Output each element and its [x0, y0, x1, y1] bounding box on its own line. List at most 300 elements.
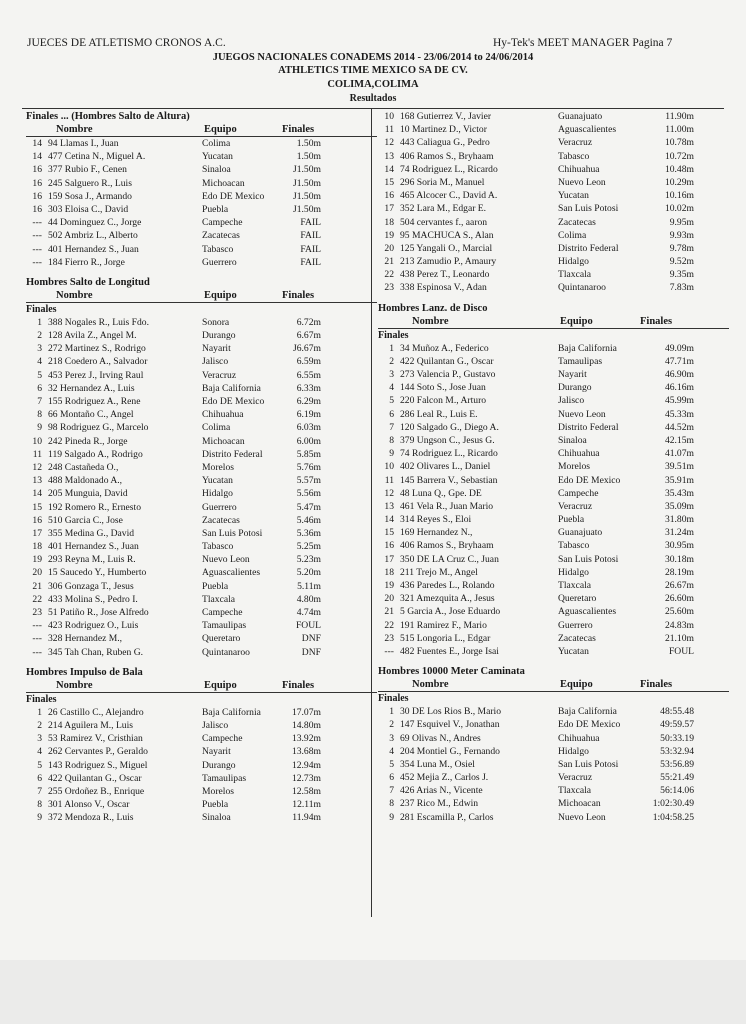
result-row: [378, 605, 723, 618]
result-row: [378, 229, 723, 242]
result-team: Edo DE Mexico: [558, 474, 621, 486]
result-row: [26, 785, 371, 798]
result-place: 1: [389, 342, 394, 354]
result-athlete: 32 Hernandez A., Luis: [48, 382, 135, 394]
result-athlete: 69 Olivas N., Andres: [400, 732, 481, 744]
column-header: [26, 679, 377, 693]
result-row: [26, 355, 371, 368]
result-athlete: 147 Esquivel V., Jonathan: [400, 719, 500, 731]
result-row: [378, 619, 723, 632]
result-athlete: 159 Sosa J., Armando: [48, 190, 132, 202]
result-row: [378, 176, 723, 189]
result-athlete: 338 Espinosa V., Adan: [400, 282, 487, 294]
result-place: 12: [32, 461, 42, 473]
result-team: Tlaxcala: [558, 785, 592, 797]
result-team: Colima: [558, 229, 587, 241]
result-row: [26, 540, 371, 553]
result-mark: FOUL: [295, 620, 321, 632]
result-row: [378, 474, 723, 487]
result-team: Sinaloa: [202, 164, 231, 176]
result-mark: 6.67m: [296, 330, 321, 342]
result-team: Tabasco: [202, 541, 234, 553]
result-mark: 55:21.49: [660, 772, 694, 784]
result-athlete: 388 Nogales R., Luis Fdo.: [48, 316, 150, 328]
result-row: [378, 123, 723, 136]
result-place: 8: [37, 409, 42, 421]
result-row: [378, 368, 723, 381]
result-mark: 24.83m: [664, 619, 694, 631]
result-mark: 49.09m: [664, 342, 694, 354]
result-mark: 10.48m: [664, 163, 694, 175]
result-athlete: 273 Valencia P., Gustavo: [400, 369, 496, 380]
result-row: [26, 553, 371, 566]
result-row: [26, 190, 371, 203]
result-athlete: 5 Garcia A., Jose Eduardo: [400, 606, 501, 618]
result-team: San Luis Potosi: [558, 553, 619, 565]
result-athlete: 350 DE LA Cruz C., Juan: [400, 553, 499, 565]
result-athlete: 30 DE Los Rios B., Mario: [400, 706, 502, 718]
result-row: [26, 719, 371, 732]
result-athlete: 438 Perez T., Leonardo: [400, 269, 490, 281]
result-row: [26, 527, 371, 540]
result-athlete: 144 Soto S., Jose Juan: [400, 382, 486, 394]
result-athlete: 352 Lara M., Edgar E.: [400, 203, 487, 215]
result-athlete: 377 Rubio F., Cenen: [48, 164, 127, 176]
column-header-team: Equipo: [560, 679, 593, 691]
result-place: 14: [32, 151, 42, 163]
result-row: [378, 163, 723, 176]
result-athlete: 128 Avila Z., Angel M.: [48, 330, 137, 342]
result-mark: 39.51m: [664, 461, 694, 473]
result-team: Yucatan: [202, 475, 233, 487]
column-header: [26, 289, 377, 303]
result-athlete: 482 Fuentes E., Jorge Isai: [400, 645, 499, 657]
result-team: Veracruz: [558, 137, 593, 149]
result-place: 14: [384, 163, 394, 175]
result-team: Durango: [558, 382, 592, 394]
result-team: Baja California: [558, 706, 617, 718]
result-team: Puebla: [202, 580, 229, 592]
result-athlete: 66 Montaño C., Angel: [48, 409, 134, 421]
result-row: [26, 448, 371, 461]
result-team: Nayarit: [202, 746, 231, 758]
result-athlete: 422 Quilantan G., Oscar: [400, 355, 494, 367]
result-place: 16: [384, 190, 394, 202]
result-team: San Luis Potosi: [558, 758, 619, 770]
result-team: Nayarit: [202, 343, 231, 355]
result-athlete: 191 Ramirez F., Mario: [400, 619, 487, 631]
result-row: [26, 619, 371, 632]
column-header-mark: Finales: [640, 679, 673, 691]
result-athlete: 10 Martinez D., Victor: [400, 124, 487, 136]
result-athlete: 433 Molina S., Pedro I.: [48, 593, 138, 605]
column-header-mark: Finales: [282, 124, 315, 135]
result-row: [378, 797, 723, 810]
result-athlete: 461 Vela R., Juan Mario: [400, 500, 494, 512]
result-row: [26, 408, 371, 421]
meet-title: JUEGOS NACIONALES CONADEMS 2014 - 23/06/2014 to 24/06/2014: [212, 52, 534, 63]
section-gap: [378, 658, 723, 665]
result-row: [26, 811, 371, 824]
result-mark: J6.67m: [293, 343, 321, 355]
result-athlete: 192 Romero R., Ernesto: [48, 501, 141, 513]
result-mark: 47.71m: [664, 355, 694, 367]
result-athlete: 406 Ramos S., Bryhaam: [400, 150, 494, 162]
event-title: Finales ... (Hombres Salto de Altura): [26, 111, 190, 122]
result-mark: 35.09m: [664, 500, 694, 512]
result-athlete: 354 Luna M., Osiel: [400, 758, 475, 770]
result-row: [378, 460, 723, 473]
column-header-name: Nombre: [412, 679, 449, 691]
result-mark: 5.20m: [296, 567, 321, 579]
result-athlete: 301 Alonso V., Oscar: [48, 799, 130, 811]
result-mark: 49:59.57: [660, 719, 694, 731]
result-row: [26, 395, 371, 408]
result-athlete: 293 Reyna M., Luis R.: [48, 554, 136, 566]
result-mark: 9.52m: [669, 256, 694, 268]
result-row: [378, 136, 723, 149]
results-heading: Resultados: [349, 93, 397, 104]
result-mark: 6.29m: [296, 396, 321, 407]
result-place: ---: [32, 230, 42, 242]
result-place: 5: [37, 759, 42, 771]
result-mark: 45.99m: [664, 395, 694, 407]
result-row: [378, 784, 723, 797]
result-place: 17: [384, 553, 394, 565]
result-team: Hidalgo: [558, 256, 589, 268]
result-row: [378, 342, 723, 355]
result-athlete: 169 Hernandez N.,: [400, 527, 473, 539]
result-place: 8: [37, 799, 42, 811]
column-header-name: Nombre: [56, 124, 93, 135]
result-team: Jalisco: [202, 356, 229, 368]
result-athlete: 95 MACHUCA S., Alan: [400, 229, 494, 241]
result-place: 17: [32, 527, 42, 539]
result-athlete: 15 Saucedo Y., Humberto: [48, 567, 147, 579]
result-mark: DNF: [301, 646, 321, 658]
header-divider: [22, 108, 724, 109]
event-title: Hombres Impulso de Bala: [26, 666, 143, 678]
result-team: Tlaxcala: [202, 593, 236, 605]
result-row: [378, 500, 723, 513]
result-athlete: 245 Salguero R., Luis: [48, 177, 132, 189]
result-mark: J1.50m: [293, 164, 321, 176]
result-team: Durango: [202, 330, 236, 342]
result-row: [378, 592, 723, 605]
result-athlete: 44 Dominguez C., Jorge: [48, 217, 142, 229]
result-mark: 46.16m: [664, 382, 694, 394]
result-mark: 6.72m: [296, 316, 321, 328]
result-row: [26, 137, 371, 150]
result-place: 1: [37, 316, 42, 328]
result-athlete: 465 Alcocer C., David A.: [400, 190, 498, 202]
result-row: [26, 461, 371, 474]
result-place: 14: [384, 514, 394, 526]
result-team: Morelos: [202, 785, 234, 797]
result-mark: 26.60m: [664, 593, 694, 605]
result-place: 2: [389, 719, 394, 731]
result-mark: 28.19m: [664, 566, 694, 578]
result-athlete: 423 Rodriguez O., Luis: [48, 620, 139, 632]
result-mark: 50:33.19: [660, 732, 694, 744]
result-team: Chihuahua: [202, 409, 244, 421]
result-athlete: 328 Hernandez M.,: [48, 633, 123, 645]
result-athlete: 488 Maldonado A.,: [48, 475, 123, 487]
result-mark: 5.11m: [297, 580, 321, 592]
result-row: [26, 580, 371, 593]
result-row: [378, 216, 723, 229]
result-athlete: 355 Medina G., David: [48, 527, 135, 539]
result-athlete: 379 Ungson C., Jesus G.: [400, 434, 495, 446]
result-place: 21: [384, 606, 394, 618]
result-team: Aguascalientes: [558, 124, 617, 136]
result-team: Nuevo Leon: [558, 176, 606, 188]
result-athlete: 168 Gutierrez V., Javier: [400, 111, 492, 122]
result-place: 22: [384, 269, 394, 281]
result-mark: 30.95m: [664, 540, 694, 552]
result-place: 7: [37, 785, 42, 797]
result-row: [26, 203, 371, 216]
result-row: [26, 501, 371, 514]
result-mark: 31.24m: [664, 527, 694, 539]
result-mark: 1:02:30.49: [652, 798, 694, 810]
finales-label: Finales: [26, 693, 57, 705]
result-row: [378, 487, 723, 500]
result-mark: 5.25m: [296, 541, 321, 553]
result-athlete: 306 Gonzaga T., Jesus: [48, 580, 134, 592]
result-place: 1: [389, 706, 394, 718]
result-place: 16: [32, 177, 42, 189]
result-place: 11: [32, 448, 42, 460]
result-row: [26, 342, 371, 355]
result-mark: 5.57m: [296, 475, 321, 487]
result-team: Veracruz: [558, 772, 593, 784]
result-team: Yucatan: [558, 190, 589, 202]
right-column: [378, 110, 723, 824]
result-mark: 1.50m: [296, 138, 321, 149]
result-mark: 44.52m: [664, 421, 694, 433]
result-row: [26, 177, 371, 190]
result-athlete: 220 Falcon M., Arturo: [400, 395, 487, 407]
result-mark: 46.90m: [664, 369, 694, 380]
result-team: Chihuahua: [558, 732, 600, 744]
page-bottom-shade: [0, 960, 746, 1024]
result-athlete: 426 Arias N., Vicente: [400, 785, 483, 797]
result-athlete: 477 Cetina N., Miguel A.: [48, 151, 146, 163]
result-mark: 5.23m: [296, 554, 321, 566]
result-row: [26, 474, 371, 487]
result-athlete: 155 Rodriguez A., Rene: [48, 396, 141, 407]
result-place: 1: [37, 706, 42, 718]
result-place: 13: [384, 150, 394, 162]
result-place: 7: [389, 785, 394, 797]
result-row: [26, 745, 371, 758]
result-place: 3: [37, 733, 42, 745]
result-athlete: 48 Luna Q., Gpe. DE: [400, 487, 482, 499]
result-team: Morelos: [558, 461, 590, 473]
result-team: Baja California: [202, 382, 261, 394]
result-row: [378, 718, 723, 731]
result-mark: 12.58m: [291, 785, 321, 797]
result-team: Hidalgo: [558, 745, 589, 757]
result-athlete: 184 Fierro R., Jorge: [48, 256, 125, 268]
result-place: 7: [389, 421, 394, 433]
result-athlete: 502 Ambriz L., Alberto: [48, 230, 138, 242]
result-row: [26, 732, 371, 745]
result-team: Colima: [202, 422, 231, 434]
result-team: Sinaloa: [558, 434, 587, 446]
section-gap: [26, 659, 371, 666]
result-place: 8: [389, 798, 394, 810]
result-mark: 4.80m: [296, 593, 321, 605]
result-mark: 35.43m: [664, 487, 694, 499]
result-place: 11: [384, 474, 394, 486]
result-team: Jalisco: [202, 719, 229, 731]
result-team: Michoacan: [202, 435, 245, 447]
result-mark: 9.93m: [669, 229, 694, 241]
result-athlete: 145 Barrera V., Sebastian: [400, 474, 498, 486]
result-row: [378, 579, 723, 592]
column-header: [26, 123, 377, 137]
result-row: [26, 369, 371, 382]
result-team: Guanajuato: [558, 111, 603, 122]
result-team: Michoacan: [558, 798, 601, 810]
result-place: 16: [384, 540, 394, 552]
result-mark: DNF: [301, 633, 321, 645]
result-athlete: 406 Ramos S., Bryhaam: [400, 540, 494, 552]
result-row: [26, 772, 371, 785]
result-team: Tamaulipas: [202, 772, 247, 784]
result-row: [26, 229, 371, 242]
event-title: Hombres 10000 Meter Caminata: [378, 666, 525, 678]
result-row: [26, 256, 371, 269]
result-athlete: 120 Salgado G., Diego A.: [400, 421, 499, 433]
finales-label: Finales: [378, 693, 409, 705]
result-place: 6: [389, 408, 394, 420]
result-mark: 5.56m: [296, 488, 321, 500]
result-row: [378, 421, 723, 434]
result-place: 18: [384, 216, 394, 228]
result-athlete: 218 Coedero A., Salvador: [48, 356, 148, 368]
result-row: [378, 242, 723, 255]
result-place: 3: [389, 732, 394, 744]
result-team: Morelos: [202, 461, 234, 473]
result-mark: FAIL: [300, 230, 321, 242]
result-mark: 12.94m: [291, 759, 321, 771]
result-place: 13: [384, 500, 394, 512]
result-row: [26, 514, 371, 527]
result-athlete: 436 Paredes L., Rolando: [400, 580, 495, 591]
result-place: 17: [384, 203, 394, 215]
result-team: Tlaxcala: [558, 269, 592, 281]
result-athlete: 372 Mendoza R., Luis: [48, 812, 134, 824]
result-team: Zacatecas: [558, 632, 596, 644]
result-athlete: 452 Mejia Z., Carlos J.: [400, 772, 489, 784]
result-athlete: 296 Soria M., Manuel: [400, 176, 485, 188]
result-mark: 6.33m: [296, 382, 321, 394]
result-row: [378, 745, 723, 758]
result-mark: 9.95m: [669, 216, 694, 228]
result-place: ---: [32, 633, 42, 645]
result-team: Guerrero: [558, 619, 593, 631]
result-team: Hidalgo: [558, 566, 589, 578]
result-place: 3: [389, 369, 394, 380]
result-athlete: 242 Pineda R., Jorge: [48, 435, 128, 447]
result-athlete: 402 Olivares L., Daniel: [400, 461, 491, 473]
result-row: [378, 189, 723, 202]
result-row: [378, 150, 723, 163]
result-team: Edo DE Mexico: [202, 190, 265, 202]
result-team: Distrito Federal: [202, 448, 263, 460]
result-athlete: 515 Longoria L., Edgar: [400, 632, 491, 644]
result-team: Queretaro: [558, 593, 597, 605]
result-team: San Luis Potosi: [202, 527, 263, 539]
result-team: Veracruz: [202, 369, 237, 381]
result-mark: 11.90m: [665, 111, 694, 122]
column-header: [378, 678, 729, 692]
result-row: [378, 526, 723, 539]
result-athlete: 205 Munguia, David: [48, 488, 128, 500]
result-place: 5: [389, 395, 394, 407]
result-team: Guerrero: [202, 501, 237, 513]
result-team: Puebla: [202, 799, 229, 811]
result-row: [378, 381, 723, 394]
result-row: [26, 150, 371, 163]
result-row: [378, 566, 723, 579]
result-row: [378, 202, 723, 215]
result-team: Baja California: [202, 706, 261, 718]
result-team: San Luis Potosi: [558, 203, 619, 215]
result-athlete: 211 Trejo M., Angel: [400, 566, 478, 578]
result-row: [378, 553, 723, 566]
result-mark: 6.55m: [296, 369, 321, 381]
result-row: [378, 758, 723, 771]
result-team: Campeche: [202, 733, 243, 745]
result-place: 6: [37, 382, 42, 394]
result-row: [378, 811, 723, 824]
result-team: Yucatan: [558, 645, 589, 657]
result-team: Tamaulipas: [202, 620, 247, 632]
result-mark: 25.60m: [664, 606, 694, 618]
result-place: ---: [32, 243, 42, 255]
result-mark: J1.50m: [293, 190, 321, 202]
event-title: Hombres Lanz. de Disco: [378, 302, 488, 314]
result-mark: 10.78m: [664, 137, 694, 149]
result-mark: 56:14.06: [660, 785, 694, 797]
result-team: Edo DE Mexico: [202, 396, 265, 407]
column-header-team: Equipo: [204, 289, 237, 301]
result-team: Tabasco: [558, 150, 590, 162]
result-athlete: 74 Rodriguez L., Ricardo: [400, 448, 498, 460]
result-team: Nayarit: [558, 369, 587, 380]
result-mark: 6.59m: [296, 356, 321, 368]
result-mark: 41.07m: [664, 448, 694, 460]
result-mark: 10.16m: [664, 190, 694, 202]
result-athlete: 262 Cervantes P., Geraldo: [48, 746, 148, 758]
column-header-team: Equipo: [204, 124, 237, 135]
result-athlete: 303 Eloisa C., David: [48, 203, 129, 215]
result-team: Tlaxcala: [558, 580, 592, 591]
result-row: [26, 566, 371, 579]
result-row: [378, 434, 723, 447]
column-header-team: Equipo: [204, 679, 237, 691]
result-team: Chihuahua: [558, 163, 600, 175]
result-athlete: 510 Garcia C., Jose: [48, 514, 123, 526]
result-row: [26, 487, 371, 500]
result-athlete: 401 Hernandez S., Juan: [48, 541, 139, 553]
result-place: 5: [37, 369, 42, 381]
result-team: Nuevo Leon: [558, 408, 606, 420]
